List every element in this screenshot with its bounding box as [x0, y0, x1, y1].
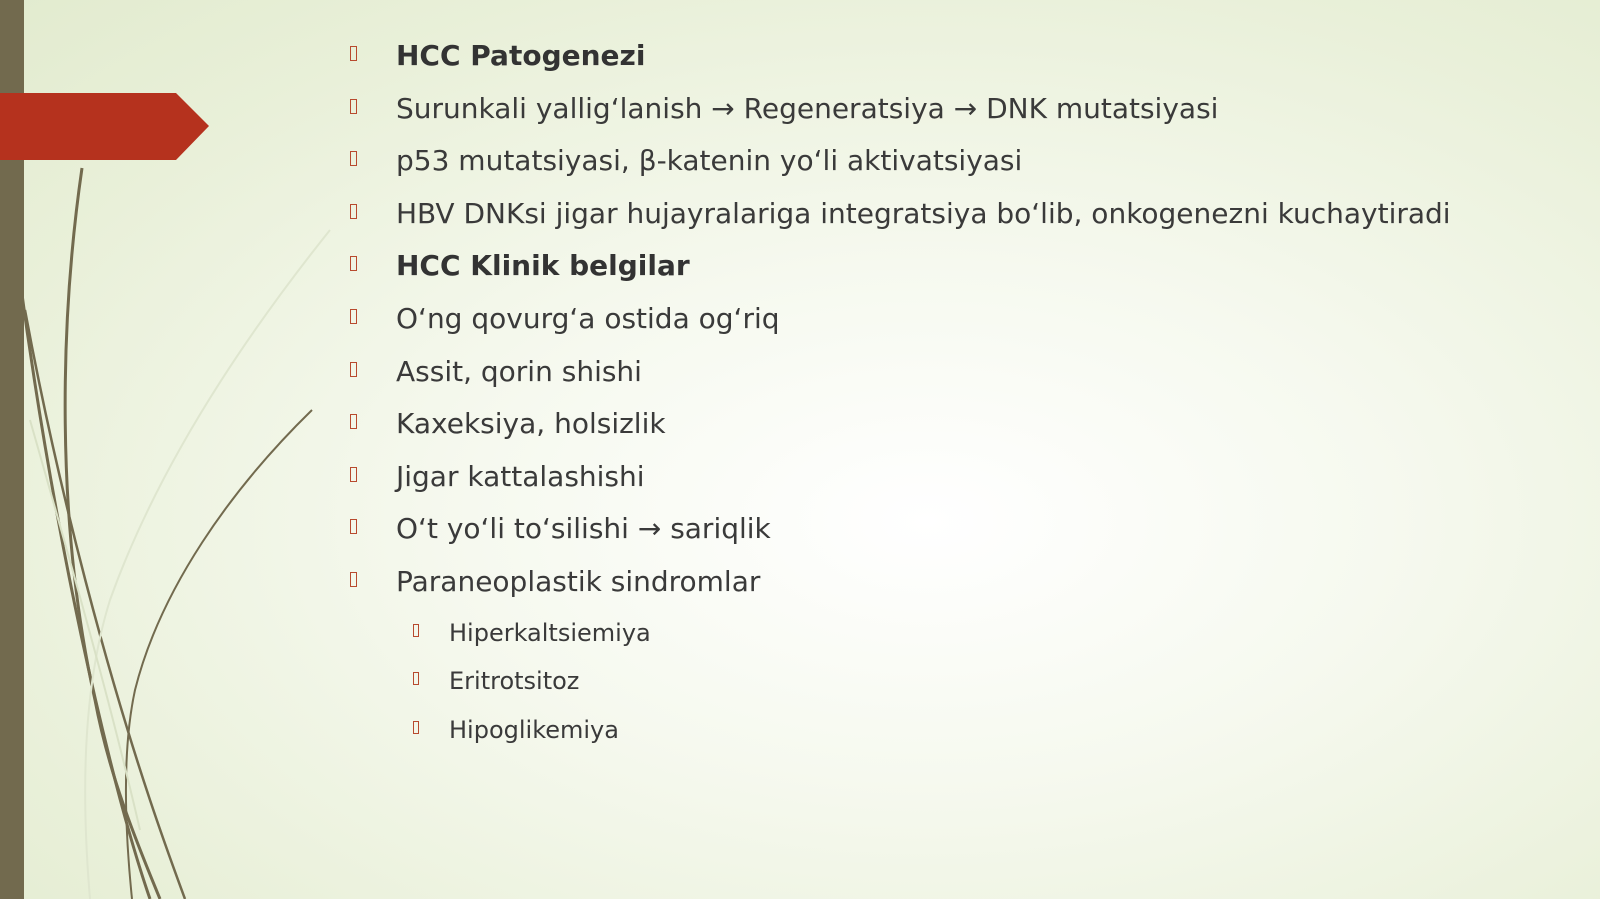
- list-item: [350, 30, 1530, 83]
- bullet-marker-icon: [350, 519, 357, 534]
- bullet-list: [350, 30, 1530, 754]
- bullet-marker-icon: [350, 204, 357, 219]
- bullet-marker-icon: [350, 309, 357, 324]
- sub-list-item: [350, 706, 1530, 755]
- list-item: [350, 83, 1530, 136]
- bullet-text: p53 mutatsiyasi, β-katenin yo‘li aktivatsiyasi: [396, 144, 1023, 178]
- list-item: [350, 398, 1530, 451]
- bullet-marker-icon: [350, 99, 357, 114]
- sub-bullet-marker-icon: [413, 624, 419, 637]
- bullet-marker-icon: [350, 414, 357, 429]
- bullet-marker-icon: [350, 362, 357, 377]
- list-item: [350, 503, 1530, 556]
- list-item: [350, 240, 1530, 293]
- bullet-text: O‘ng qovurg‘a ostida og‘riq: [396, 301, 780, 335]
- bullet-text: Assit, qorin shishi: [396, 354, 642, 388]
- section-heading: HCC Patogenezi: [396, 39, 646, 72]
- sub-bullet-marker-icon: [413, 672, 419, 685]
- bullet-text: Kaxeksiya, holsizlik: [396, 407, 666, 441]
- bullet-marker-icon: [350, 151, 357, 166]
- list-item: [350, 556, 1530, 609]
- list-item: [350, 135, 1530, 188]
- bullet-text: Jigar kattalashishi: [396, 459, 645, 493]
- list-item: [350, 346, 1530, 399]
- section-heading: HCC Klinik belgilar: [396, 249, 690, 283]
- sub-list-item: [350, 657, 1530, 706]
- bullet-text: Surunkali yallig‘lanish → Regeneratsiya → DNK mutatsiyasi: [396, 91, 1219, 125]
- sub-bullet-text: Hiperkaltsiemiya: [449, 618, 651, 647]
- bullet-marker-icon: [350, 256, 357, 271]
- bullet-text: O‘t yo‘li to‘silishi → sariqlik: [396, 512, 771, 546]
- sub-list-item: [350, 609, 1530, 658]
- bullet-marker-icon: [350, 467, 357, 482]
- red-arrow-tab-icon: [0, 93, 210, 160]
- list-item: [350, 293, 1530, 346]
- list-item: [350, 188, 1530, 241]
- bullet-text: HBV DNKsi jigar hujayralariga integratsiya bo‘lib, onkogenezni kuchaytiradi: [396, 196, 1451, 230]
- sub-bullet-text: Hipoglikemiya: [449, 715, 619, 744]
- bullet-text: Paraneoplastik sindromlar: [396, 564, 761, 598]
- list-item: [350, 451, 1530, 504]
- bullet-marker-icon: [350, 572, 357, 587]
- sub-bullet-text: Eritrotsitoz: [449, 667, 580, 696]
- sub-bullet-marker-icon: [413, 721, 419, 734]
- bullet-marker-icon: [350, 46, 357, 61]
